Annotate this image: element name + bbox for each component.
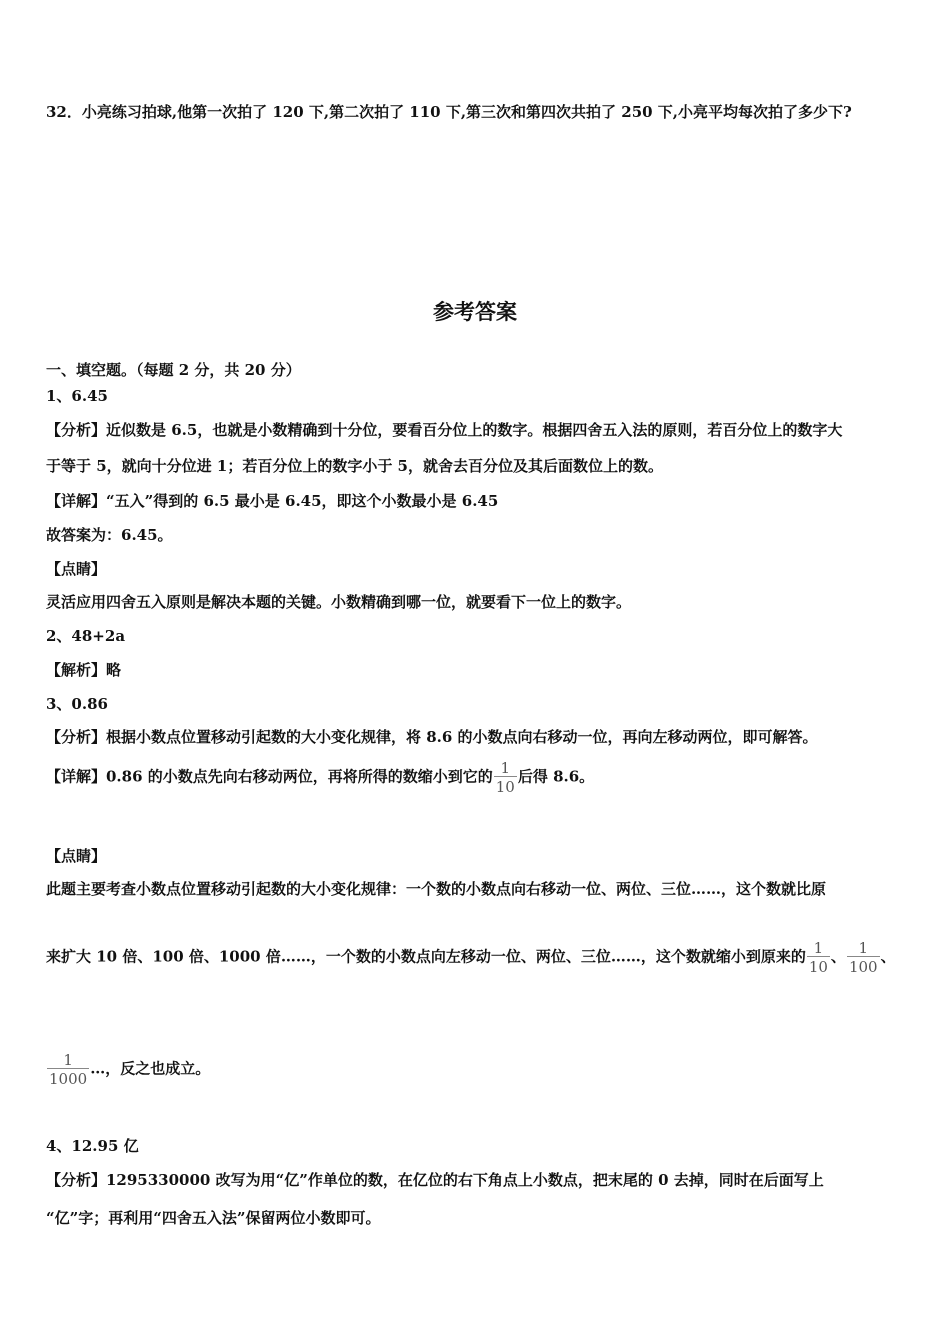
fraction	[807, 940, 830, 975]
answer-3-tip-line3	[46, 1052, 210, 1087]
answer-1-detail: 【详解】“五入”得到的 6.5 最小是 6.45，即这个小数最小是 6.45	[46, 492, 499, 510]
answer-3-detail-post: 后得 8.6。	[517, 767, 595, 786]
fraction-denominator: 10	[495, 778, 515, 796]
answer-3-analysis: 【分析】根据小数点位置移动引起数的大小变化规律，将 8.6 的小数点向右移动一位，再向左移动两位，即可解答。	[46, 728, 818, 746]
answer-3-head: 3、0.86	[46, 695, 108, 713]
fraction-numerator: 1	[500, 759, 511, 777]
fraction-numerator: 1	[63, 1051, 73, 1069]
answer-3-tip-line2-text: 来扩大 10 倍、100 倍、1000 倍……，一个数的小数点向左移动一位、两位、三位……，这个数就缩小到原来的	[46, 947, 806, 966]
answer-4-head: 4、12.95 亿	[46, 1137, 139, 1155]
fraction-denominator: 10	[808, 958, 828, 976]
fraction-denominator: 100	[848, 958, 878, 976]
answer-1-analysis-line2: 于等于 5，就向十分位进 1；若百分位上的数字小于 5，就舍去百分位及其后面数位上的数。	[46, 457, 663, 475]
answer-3-tip-line1: 此题主要考查小数点位置移动引起数的大小变化规律：一个数的小数点向右移动一位、两位、三位……，这个数就比原	[46, 880, 827, 898]
answer-1-analysis-line1: 【分析】近似数是 6.5，也就是小数精确到十分位，要看百分位上的数字。根据四舍五入法的原则，若百分位上的数字大	[46, 421, 843, 439]
separator: 、	[830, 947, 846, 966]
answer-1-tip: 灵活应用四舍五入原则是解决本题的关键。小数精确到哪一位，就要看下一位上的数字。	[46, 593, 632, 611]
answer-3-tip-line3-text: …，反之也成立。	[90, 1059, 211, 1078]
question-32: 32．小亮练习拍球,他第一次拍了 120 下,第二次拍了 110 下,第三次和第四次共拍了 250 下,小亮平均每次拍了多少下?	[46, 103, 852, 121]
answer-1-tip-label: 【点睛】	[46, 560, 107, 578]
answer-3-detail	[46, 760, 594, 795]
section-heading: 一、填空题。（每题 2 分，共 20 分）	[46, 361, 301, 379]
fraction-numerator: 1	[813, 939, 824, 957]
fraction-numerator: 1	[858, 939, 869, 957]
answer-1-answer: 故答案为：6.45。	[46, 526, 173, 544]
page-title: 参考答案	[433, 300, 517, 324]
answer-4-analysis-line2: “亿”字；再利用“四舍五入法”保留两位小数即可。	[46, 1209, 381, 1227]
answer-4-analysis-line1: 【分析】1295330000 改写为用“亿”作单位的数，在亿位的右下角点上小数点，把末尾的 0 去掉，同时在后面写上	[46, 1171, 824, 1189]
answer-3-detail-pre: 【详解】0.86 的小数点先向右移动两位，再将所得的数缩小到它的	[46, 767, 493, 786]
fraction	[494, 760, 517, 795]
fraction-denominator: 1000	[49, 1070, 88, 1088]
separator: 、	[880, 947, 896, 966]
fraction	[847, 940, 880, 975]
answer-3-tip-line2	[46, 940, 896, 975]
answer-2-analysis: 【解析】略	[46, 661, 122, 679]
answer-1-head: 1、6.45	[46, 387, 108, 405]
answer-3-tip-label: 【点睛】	[46, 847, 107, 865]
answer-2-head: 2、48+2a	[46, 627, 126, 645]
fraction	[47, 1052, 89, 1087]
